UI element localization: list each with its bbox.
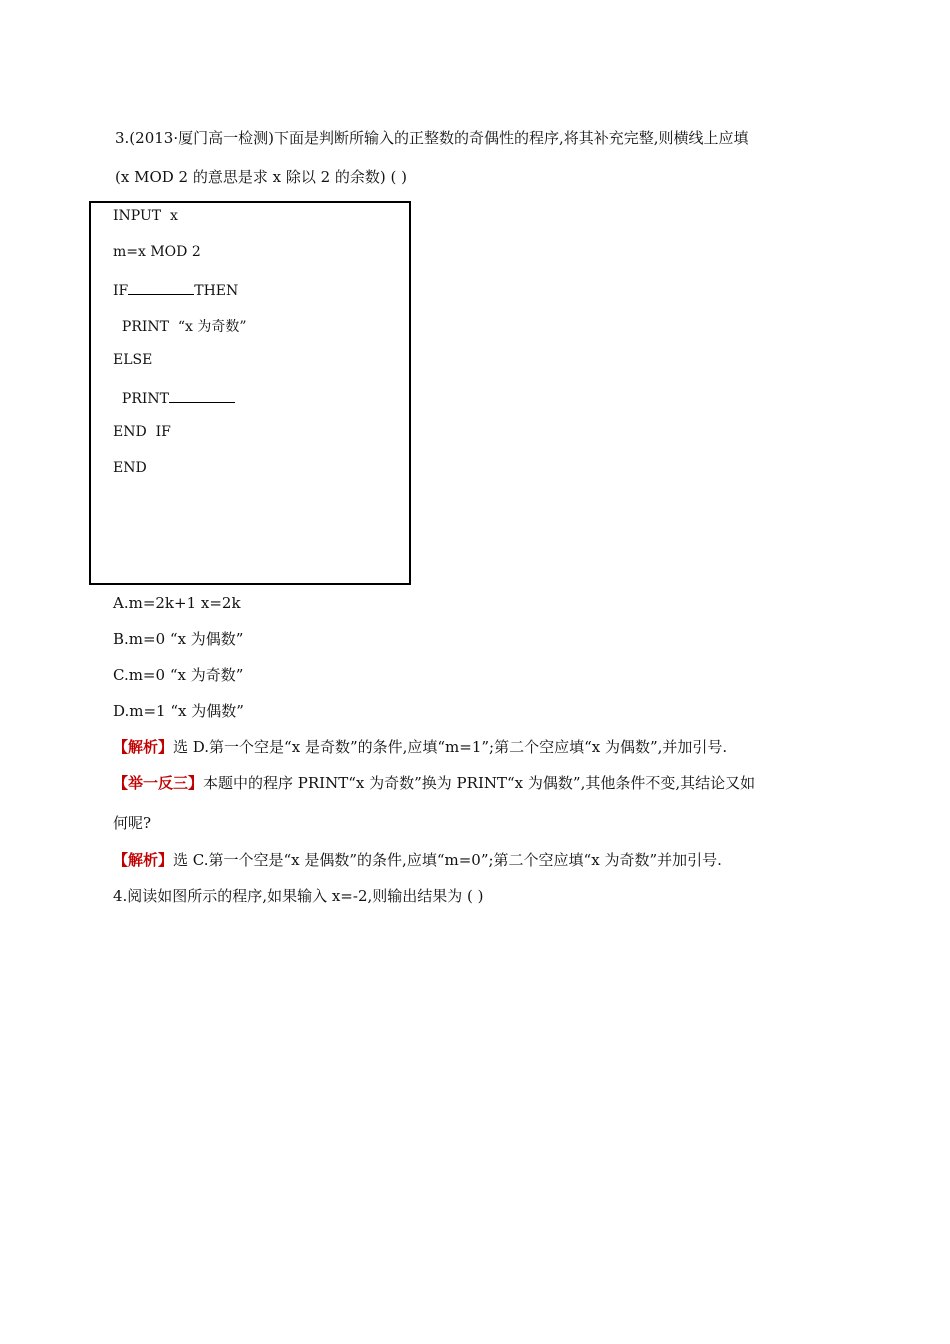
option-c: C.m=0 “x 为奇数” — [113, 666, 244, 684]
program-box — [89, 201, 411, 585]
code-line-input: INPUT x — [113, 208, 178, 224]
variant-text: 本题中的程序 PRINT“x 为奇数”换为 PRINT“x 为偶数”,其他条件不变,其结论又如 — [203, 774, 756, 792]
variant-tag: 【举一反三】 — [113, 774, 204, 792]
code-if-keyword: IF — [113, 283, 129, 299]
option-d: D.m=1 “x 为偶数” — [113, 702, 244, 720]
variant-line-1 — [113, 773, 755, 793]
option-a: A.m=2k+1 x=2k — [113, 594, 241, 612]
analysis-text: 选 D.第一个空是“x 是奇数”的条件,应填“m=1”;第二个空应填“x 为偶数”,并加引号. — [173, 738, 728, 756]
code-then-keyword: THEN — [194, 283, 239, 299]
code-line-else: ELSE — [113, 352, 153, 368]
code-line-if — [113, 280, 238, 299]
analysis-1 — [113, 737, 727, 757]
print-output-blank — [169, 388, 235, 403]
code-line-mod: m=x MOD 2 — [113, 244, 201, 260]
code-line-print-odd: PRINT “x 为奇数” — [113, 319, 247, 335]
variant-line-2: 何呢? — [113, 814, 152, 832]
code-print-keyword: PRINT — [113, 391, 169, 407]
analysis-2 — [113, 850, 722, 870]
analysis-text: 选 C.第一个空是“x 是偶数”的条件,应填“m=0”;第二个空应填“x 为奇数”并加引号. — [173, 851, 722, 869]
if-condition-blank — [128, 280, 194, 295]
question-3-line-2: (x MOD 2 的意思是求 x 除以 2 的余数) ( ) — [115, 168, 408, 186]
analysis-tag: 【解析】 — [113, 738, 174, 756]
question-3-line-1: 3.(2013·厦门高一检测)下面是判断所输入的正整数的奇偶性的程序,将其补充完整,则横线上应填 — [115, 129, 749, 147]
analysis-tag: 【解析】 — [113, 851, 174, 869]
question-4: 4.阅读如图所示的程序,如果输入 x=-2,则输出结果为 ( ) — [113, 887, 484, 905]
code-line-print-blank — [113, 388, 235, 407]
option-b: B.m=0 “x 为偶数” — [113, 630, 244, 648]
code-line-end-if: END IF — [113, 424, 171, 440]
code-line-end: END — [113, 460, 147, 476]
